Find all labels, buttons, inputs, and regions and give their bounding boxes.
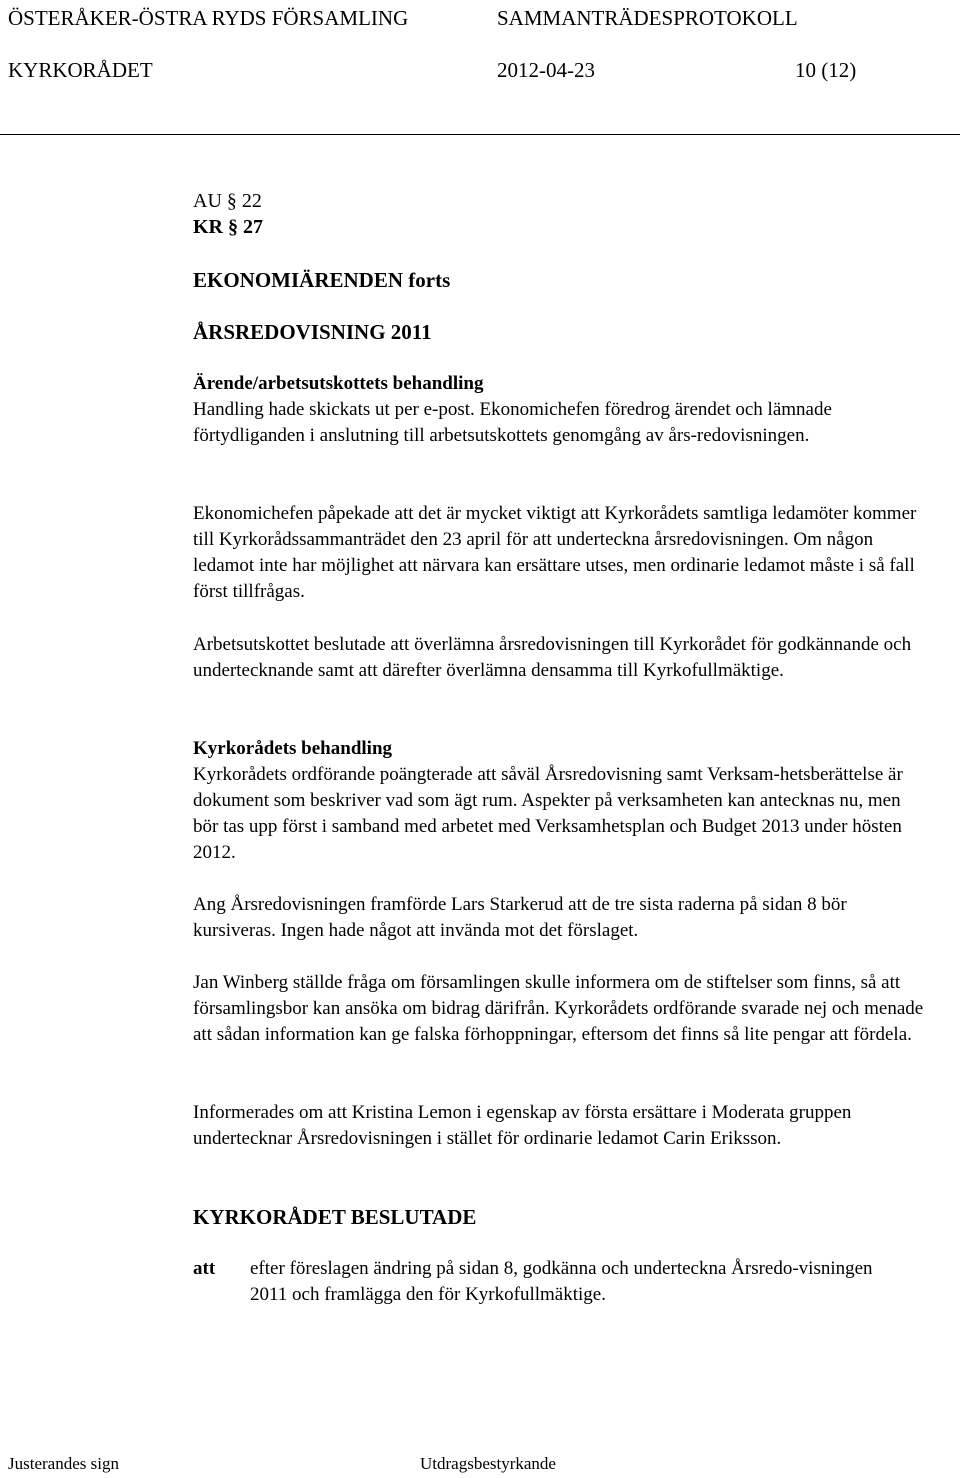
kr-handling-paragraph-2: Ang Årsredovisningen framförde Lars Starkerud att de tre sista raderna på sidan 8 bör kursiveras. Ingen hade något att invända mot det förslaget. xyxy=(193,894,847,941)
footer-certification-label: Utdragsbestyrkande xyxy=(420,1454,556,1473)
decision-heading: KYRKORÅDET BESLUTADE xyxy=(193,1205,477,1229)
au-handling-paragraph-3: Arbetsutskottet beslutade att överlämna årsredovisningen till Kyrkorådet för godkännande och undertecknande samt att därefter överlämna densamma till Kyrkofullmäktige. xyxy=(193,634,912,681)
footer-signature-label: Justerandes sign xyxy=(8,1454,119,1473)
au-handling-paragraph-1: Handling hade skickats ut per e-post. Ekonomichefen föredrog ärendet och lämnade förtydliganden i anslutning till arbetsutskottets genomgång av års-redovisningen. xyxy=(193,399,832,446)
meeting-date: 2012-04-23 xyxy=(497,58,595,82)
parish-name: ÖSTERÅKER-ÖSTRA RYDS FÖRSAMLING xyxy=(8,6,409,30)
au-handling-heading: Ärende/arbetsutskottets behandling xyxy=(193,373,484,394)
paragraph-ref-au: AU § 22 xyxy=(193,190,262,212)
document-type: SAMMANTRÄDESPROTOKOLL xyxy=(497,6,798,30)
subject-title: ÅRSREDOVISNING 2011 xyxy=(193,320,432,344)
kr-handling-heading: Kyrkorådets behandling xyxy=(193,738,393,759)
kr-handling-section xyxy=(193,736,928,866)
kr-handling-paragraph-3: Jan Winberg ställde fråga om församlingen skulle informera om de stiftelser som finns, så att församlingsbor kan ansöka om bidrag därifrån. Kyrkorådets ordförande svarade nej och menade att sådan information kan ge falska förhoppningar, eftersom det finns så lite pengar att fördela. xyxy=(193,972,924,1045)
decision-resolution xyxy=(193,1256,913,1308)
au-handling-section xyxy=(193,371,928,449)
body-name: KYRKORÅDET xyxy=(8,58,153,82)
kr-handling-paragraph-1: Kyrkorådets ordförande poängterade att såväl Årsredovisning samt Verksam-hetsberättelse är dokument som beskriver vad som ägt rum. Aspekter på verksamheten kan antecknas nu, men bör tas upp först i samband med arbetet med Verksamhetsplan och Budget 2013 under hösten 2012. xyxy=(193,764,903,863)
kr-handling-paragraph-4: Informerades om att Kristina Lemon i egenskap av första ersättare i Moderata gruppen undertecknar Årsredovisningen i stället för ordinarie ledamot Carin Eriksson. xyxy=(193,1102,852,1149)
section-title: EKONOMIÄRENDEN forts xyxy=(193,268,451,292)
decision-att-label: att xyxy=(193,1258,216,1279)
decision-text: efter föreslagen ändring på sidan 8, godkänna och underteckna Årsredo-visningen 2011 och framlägga den för Kyrkofullmäktige. xyxy=(250,1258,873,1305)
page-number: 10 (12) xyxy=(795,58,857,82)
header-divider xyxy=(0,134,960,135)
paragraph-ref-kr: KR § 27 xyxy=(193,216,263,238)
au-handling-paragraph-2: Ekonomichefen påpekade att det är mycket viktigt att Kyrkorådets samtliga ledamöter kommer till Kyrkorådssammanträdet den 23 april för att underteckna årsredovisningen. Om någon ledamot inte har möjlighet att närvara kan ersättare utses, men ordinarie ledamot måste i så fall först tillfrågas. xyxy=(193,503,917,602)
